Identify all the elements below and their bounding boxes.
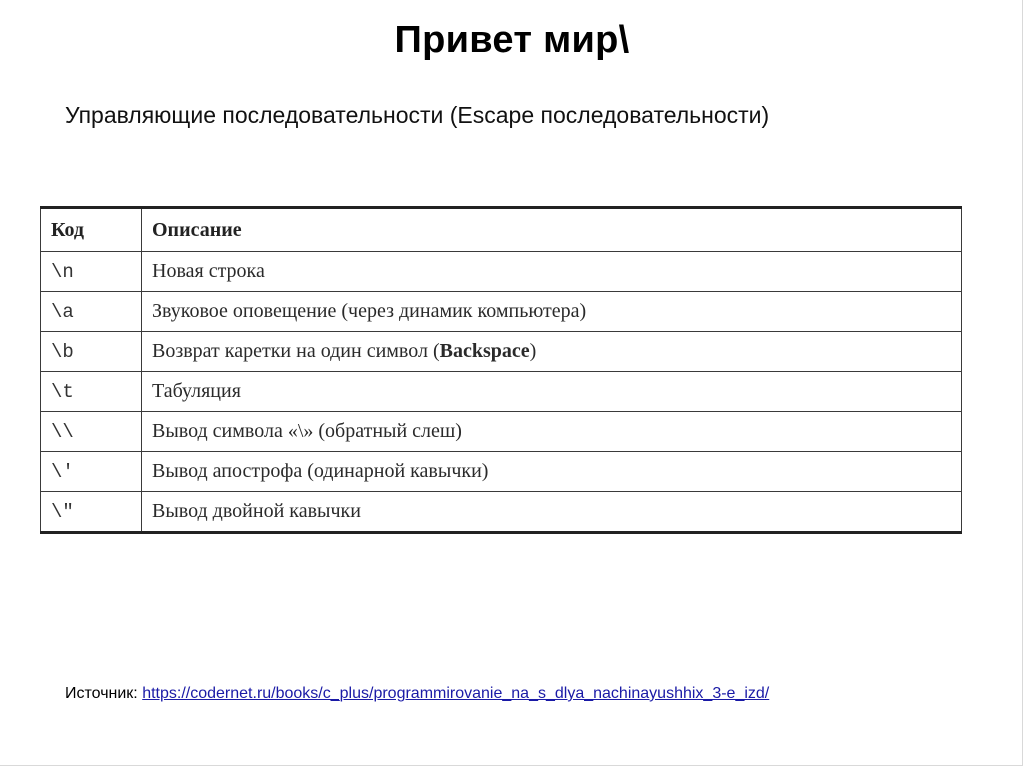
table-row xyxy=(41,372,962,412)
description-tail-text: ) xyxy=(529,340,537,362)
description-cell: Звуковое оповещение (через динамик компьютера) xyxy=(142,292,962,332)
table-row xyxy=(41,452,962,492)
description-bold-text: Backspace xyxy=(439,340,530,362)
code-cell: \a xyxy=(41,292,142,332)
code-cell: \n xyxy=(41,252,142,292)
slide-subtitle: Управляющие последовательности (Escape последовательности) xyxy=(65,102,770,128)
description-cell: Новая строка xyxy=(142,252,962,292)
table-row xyxy=(41,292,962,332)
description-text: Возврат каретки на один символ ( xyxy=(152,340,440,362)
source-link[interactable]: https://codernet.ru/books/c_plus/programmirovanie_na_s_dlya_nachinayushhix_3-e_izd/ xyxy=(142,685,770,702)
table-row xyxy=(41,252,962,292)
escape-sequence-table xyxy=(40,206,962,534)
description-cell: Вывод символа «\» (обратный слеш) xyxy=(142,412,962,452)
code-cell: \\ xyxy=(41,412,142,452)
table-row xyxy=(41,332,962,372)
column-header-code: Код xyxy=(41,208,142,252)
description-cell: Табуляция xyxy=(142,372,962,412)
description-cell: Вывод двойной кавычки xyxy=(142,492,962,533)
table-header-row xyxy=(41,208,962,252)
code-cell: \t xyxy=(41,372,142,412)
slide-title: Привет мир\ xyxy=(394,19,630,61)
table-row xyxy=(41,492,962,533)
code-cell: \' xyxy=(41,452,142,492)
description-cell xyxy=(142,332,962,372)
code-cell: \" xyxy=(41,492,142,533)
description-cell: Вывод апострофа (одинарной кавычки) xyxy=(142,452,962,492)
code-cell: \b xyxy=(41,332,142,372)
source-label: Источник: xyxy=(65,685,143,702)
column-header-description: Описание xyxy=(142,208,962,252)
source-line xyxy=(65,683,769,705)
table-row xyxy=(41,412,962,452)
